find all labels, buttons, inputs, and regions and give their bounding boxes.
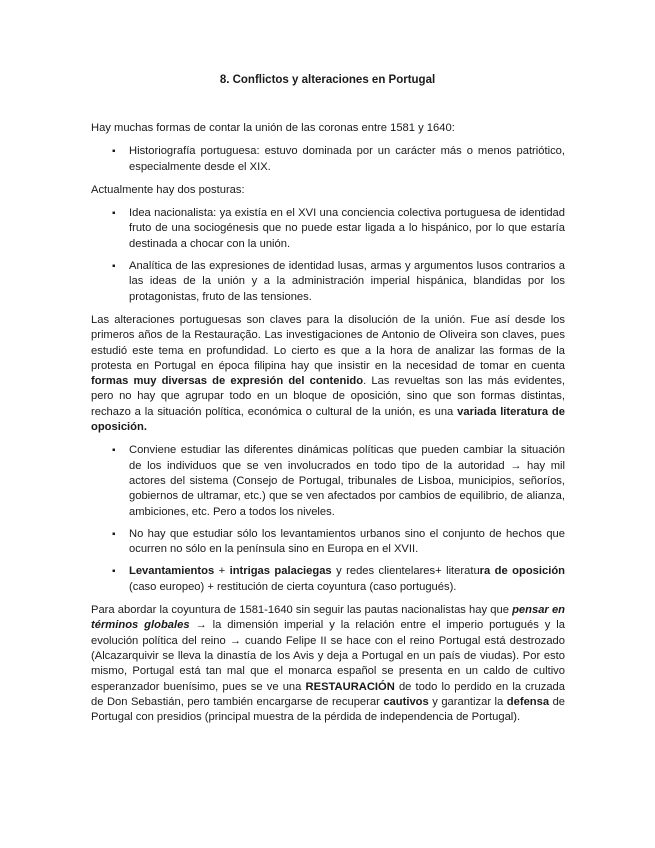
bullet-icon: ▪ — [112, 146, 116, 158]
postures-label: Actualmente hay dos posturas: — [91, 183, 245, 196]
bold-text: Levantamientos — [129, 565, 215, 578]
paragraph-text: Las alteraciones portuguesas son claves para la disolución de la unión. Fue así desde los primeros años de la Restauração. Las investigaciones de Antonio de Oliveira son claves, pues estudió este tema en profundidad. Lo cierto es que a la hora de analizar las formas de la protesta en Portugal en época filipina hay que insistir en la necesidad de tomar en cuenta — [91, 313, 565, 372]
list-item — [91, 443, 565, 519]
paragraph-text: de Portugal con presidios (principal muestra de la pérdida de independencia de Portugal). — [91, 695, 566, 724]
list-item — [91, 527, 565, 558]
plain-text: + — [214, 565, 230, 578]
list-item-text: Analítica de las expresiones de identidad lusas, armas y argumentos lusos contrarios a las ideas de la unión y a la administración imperial hispánica, blandidas por los protagonistas, fruto de las tensiones. — [129, 260, 565, 303]
bold-italic-text: pensar en términos globales — [91, 604, 565, 632]
list-item — [91, 564, 565, 595]
bold-text: defensa — [506, 695, 550, 708]
bullet-icon: ▪ — [112, 261, 116, 273]
bullet-icon: ▪ — [112, 566, 116, 578]
bold-text: variada literatura de oposición. — [91, 405, 565, 434]
document-body — [91, 121, 565, 733]
bold-text: intrigas palaciegas — [229, 565, 332, 578]
historiography-list — [91, 144, 565, 175]
list-item — [91, 259, 565, 305]
list-item-text: Conviene estudiar las diferentes dinámicas políticas que pueden cambiar la situación de los individuos que se ven involucrados en todo tipo de la autoridad → hay mil actores del sistema (Consejo de Portugal, tribunales de Lisboa, municipios, señoríos, gobiernos de ultramar, etc.) que se ven afectados por cambios de equilibrio, de alianza, ambiciones, etc. Pero a todos los niveles. — [129, 444, 565, 518]
bold-text: RESTAURACIÓN — [305, 680, 395, 693]
page-title: 8. Conflictos y alteraciones en Portugal — [219, 74, 436, 86]
plain-text: y redes clientelares+ literatu — [331, 565, 480, 578]
study-list — [91, 443, 565, 595]
bold-text: cautivos — [383, 695, 429, 708]
paragraph-text: → la dimensión imperial y la relación entre el imperio portugués y la evolución política del reino → cuando Felipe II se hace con el reino Portugal está destrozado (Alcazarquivir se lleva la dinastía de los Avis y deja a Portugal en un país de viudas). Por esto mismo, Portugal está tan mal que el monarca español se presenta en un caldo de cultivo esperanzador buenísimo, pues se ve una — [91, 619, 565, 693]
bold-text: ra de oposición — [479, 565, 565, 578]
list-item-text — [129, 565, 565, 592]
plain-text: (caso europeo) + restitución de cierta coyuntura (caso portugués). — [129, 580, 457, 593]
paragraph-text: y garantizar la — [428, 695, 507, 708]
bullet-icon: ▪ — [112, 528, 116, 540]
postures-list — [91, 206, 565, 305]
coyuntura-paragraph — [91, 603, 565, 725]
intro-paragraph: Hay muchas formas de contar la unión de las coronas entre 1581 y 1640: — [91, 122, 455, 134]
paragraph-text: Para abordar la coyuntura de 1581-1640 sin seguir las pautas nacionalistas hay que — [91, 604, 513, 617]
bullet-icon: ▪ — [112, 445, 116, 457]
paragraph-text: de todo lo perdido en la cruzada de Don Sebastián, pero también encargarse de recuperar — [91, 680, 565, 708]
bold-text: formas muy diversas de expresión del contenido — [91, 375, 364, 388]
list-item-text: Historiografía portuguesa: estuvo dominada por un carácter más o menos patriótico, especialmente desde el XIX. — [129, 145, 565, 173]
list-item-text: No hay que estudiar sólo los levantamientos urbanos sino el conjunto de hechos que ocurren no sólo en la península sino en Europa en el XVII. — [129, 527, 565, 556]
paragraph-text: . Las revueltas son las más evidentes, pero no hay que agrupar todo en un bloque de oposición, sino que son formas distintas, rechazo a la situación política, económica o cultural de la unión, es una — [91, 375, 565, 418]
alteraciones-paragraph — [91, 313, 565, 435]
list-item — [91, 144, 565, 175]
list-item-text: Idea nacionalista: ya existía en el XVI una conciencia colectiva portuguesa de identidad fruto de una sociogénesis que no puede estar ligada a lo hispánico, por lo que estaría destinada a chocar con la unión. — [129, 207, 565, 250]
list-item — [91, 206, 565, 252]
bullet-icon: ▪ — [112, 208, 116, 220]
